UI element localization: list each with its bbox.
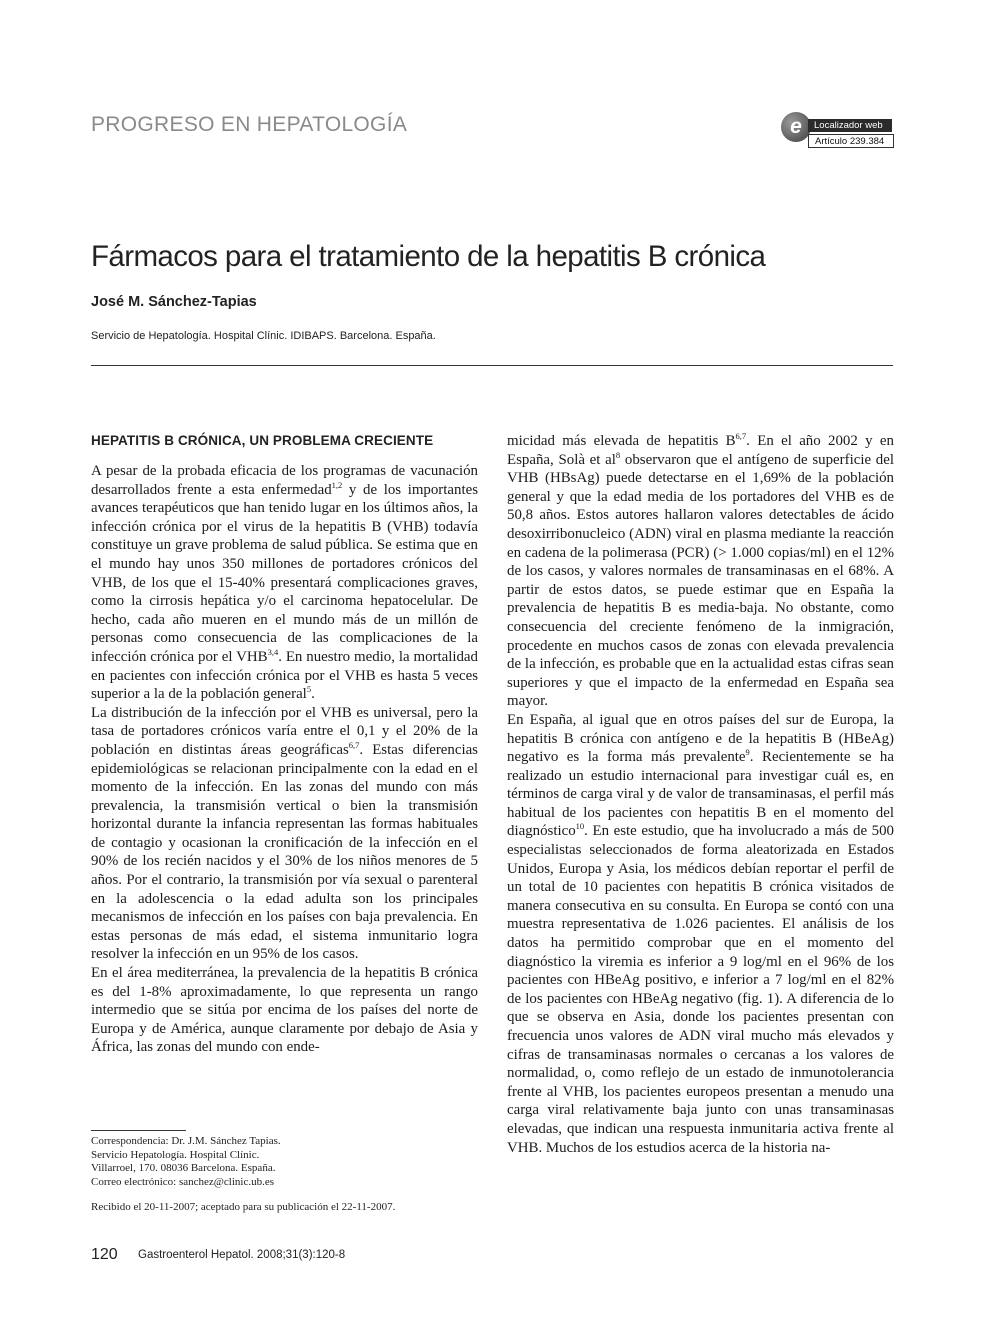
paragraph-text: . En nuestro medio, la mortalidad en pacientes con infección crónica por el VHB es hasta 5 veces superior a la de la población general [91,648,478,703]
e-circle-icon: e [781,112,811,142]
page-number: 120 [91,1246,118,1263]
paragraph [507,432,894,711]
right-text-column [507,432,894,1157]
reference-superscript: 3,4 [267,646,279,657]
received-dates: Recibido el 20-11-2007; aceptado para su publicación el 22-11-2007. [91,1201,396,1213]
badge-article-number: Artículo 239.384 [808,134,894,148]
email-line[interactable]: Correo electrónico: sanchez@clinic.ub.es [91,1175,274,1188]
paragraph [507,711,894,1157]
paragraph-text: observaron que el antígeno de superficie del VHB (HBsAg) puede detectarse en el 1,69% de la población general y que la edad media de los portadores del VHB es de 50,8 años. Estos autores hallaron valores detectables de ácido desoxirribonucleico (ADN) viral en plasma mediante la reacción en cadena de la polimerasa (PCR) (> 1.000 copias/ml) en el 12% de los casos, y valores normales de transaminasas en el 68%. A partir de estos datos, se puede estimar que en España la prevalencia de hepatitis B es media-baja. No obstante, como consecuencia del creciente fenómeno de la inmigración, procedente en muchos casos de zonas con elevada prevalencia de la infección, es probable que en la actualidad estas cifras sean superiores y que el impacto de la enfermedad en España sea mayor. [507,451,895,710]
article-author: José M. Sánchez-Tapias [91,294,257,310]
paragraph-text: En el área mediterránea, la prevalencia de la hepatitis B crónica es del 1-8% aproximadamente, lo que representa un rango intermedio que se sitúa por encima de los países del norte de Europa y de América, aunque claramente por debajo de Asia y África, las zonas del mundo con ende- [91,965,478,1056]
badge-label: Localizador web [808,119,892,132]
section-label: PROGRESO EN HEPATOLOGÍA [91,113,408,136]
paragraph [91,964,478,1057]
paragraph-text: A pesar de la probada eficacia de los programas de vacunación desarrollados frente a esta enfermedad [91,463,478,498]
footnote-divider [91,1130,186,1131]
department-line: Servicio Hepatología. Hospital Clínic. [91,1148,260,1161]
paragraph-text: . En el año 2002 y en España, Solà et al [507,433,894,468]
paragraph-text: La distribución de la infección por el VHB es universal, pero la tasa de portadores crónicos varía entre el 0,1 y el 20% de la población en distintas áreas geográficas [91,704,478,758]
paragraph [91,704,478,964]
paragraph-text: En España, al igual que en otros países del sur de Europa, la hepatitis B crónica con antígeno e de la hepatitis B (HBeAg) negativo es la forma más prevalente [507,711,894,766]
paragraph-text: . En este estudio, que ha involucrado a más de 500 especialistas seleccionados de forma aleatorizada en Estados Unidos, Europa y Asia, los médicos debían reportar el perfil de un total de 10 pacientes con hepatitis B crónica visitados de manera consecutiva en su consulta. En Europa se contó con una muestra representativa de 1.026 pacientes. El análisis de los datos ha permitido comprobar que en el momento del diagnóstico la viremia es inferior a 9 log/ml en el 96% de los pacientes con HBeAg positivo, e inferior a 7 log/ml en el 82% de los pacientes con HBeAg negativo (fig. 1). A diferencia de lo que se observa en Asia, donde los pacientes presentan con frecuencia unos valores de ADN viral mucho más elevados y cifras de transaminasas normales o cercanas a los valores de normalidad, o, como reflejo de un estado de inmunotolerancia frente al VHB, los pacientes europeos presentan a menudo una carga viral relativamente baja junto con unas transaminasas elevadas, que indican una respuesta inmunitaria activa frente al VHB. Muchos de los estudios acerca de la historia na- [507,823,894,1156]
reference-superscript: 10 [575,821,585,832]
address-line: Villarroel, 170. 08036 Barcelona. España. [91,1162,276,1175]
correspondence-footnote [91,1135,281,1189]
paragraph [91,462,478,704]
article-title: Fármacos para el tratamiento de la hepatitis B crónica [91,240,766,273]
reference-superscript: 1,2 [331,479,343,490]
reference-superscript: 8 [615,449,621,460]
reference-superscript: 9 [745,747,750,758]
header-divider [91,365,893,366]
section-heading: HEPATITIS B CRÓNICA, UN PROBLEMA CRECIENTE [91,433,434,448]
web-locator-badge[interactable] [781,111,897,151]
reference-superscript: 6,7 [348,739,360,750]
left-text-column [91,462,478,1057]
paragraph-text: . Recientemente se ha realizado un estudio internacional para investigar cuál es, en términos de carga viral y de valor de transaminasas, el perfil más habitual de los pacientes con hepatitis B en el momento del diagnóstico [507,749,894,840]
journal-citation: Gastroenterol Hepatol. 2008;31(3):120-8 [138,1249,346,1261]
correspondence-line: Correspondencia: Dr. J.M. Sánchez Tapias. [91,1135,281,1147]
author-affiliation: Servicio de Hepatología. Hospital Clínic. IDIBAPS. Barcelona. España. [91,330,436,342]
reference-superscript: 5 [306,684,312,695]
paragraph-text: micidad más elevada de hepatitis B [507,433,736,449]
paragraph-text: y de los importantes avances terapéuticos que han tenido lugar en los últimos años, la infección crónica por el virus de la hepatitis B (VHB) todavía constituye un grave problema de salud pública. Se estima que en el mundo hay unos 350 millones de portadores crónicos del VHB, de los que el 15-40% presentará complicaciones graves, como la cirrosis hepática y/o el carcinoma hepatocelular. De hecho, cada año mueren en el mundo más de un millón de personas como consecuencia de las complicaciones de la infección crónica por el VHB [91,481,478,665]
paragraph-text: . Estas diferencias epidemiológicas se relacionan principalmente con la edad en el momento de la infección. En las zonas del mundo con más prevalencia, la transmisión vertical o bien la transmisión horizontal durante la infancia representan las formas habituales de contagio y ocasionan la cronificación de la infección en el 90% de los recién nacidos y el 30% de los niños menores de 5 años. Por el contrario, la transmisión por vía sexual o parenteral en la adolescencia o la edad adulta son los principales mecanismos de infección en los países con baja prevalencia. En estas personas de más edad, el sistema inmunitario logra resolver la infección en un 95% de los casos. [91,741,478,963]
reference-superscript: 6,7 [735,431,747,441]
paragraph-text: . [311,686,315,703]
